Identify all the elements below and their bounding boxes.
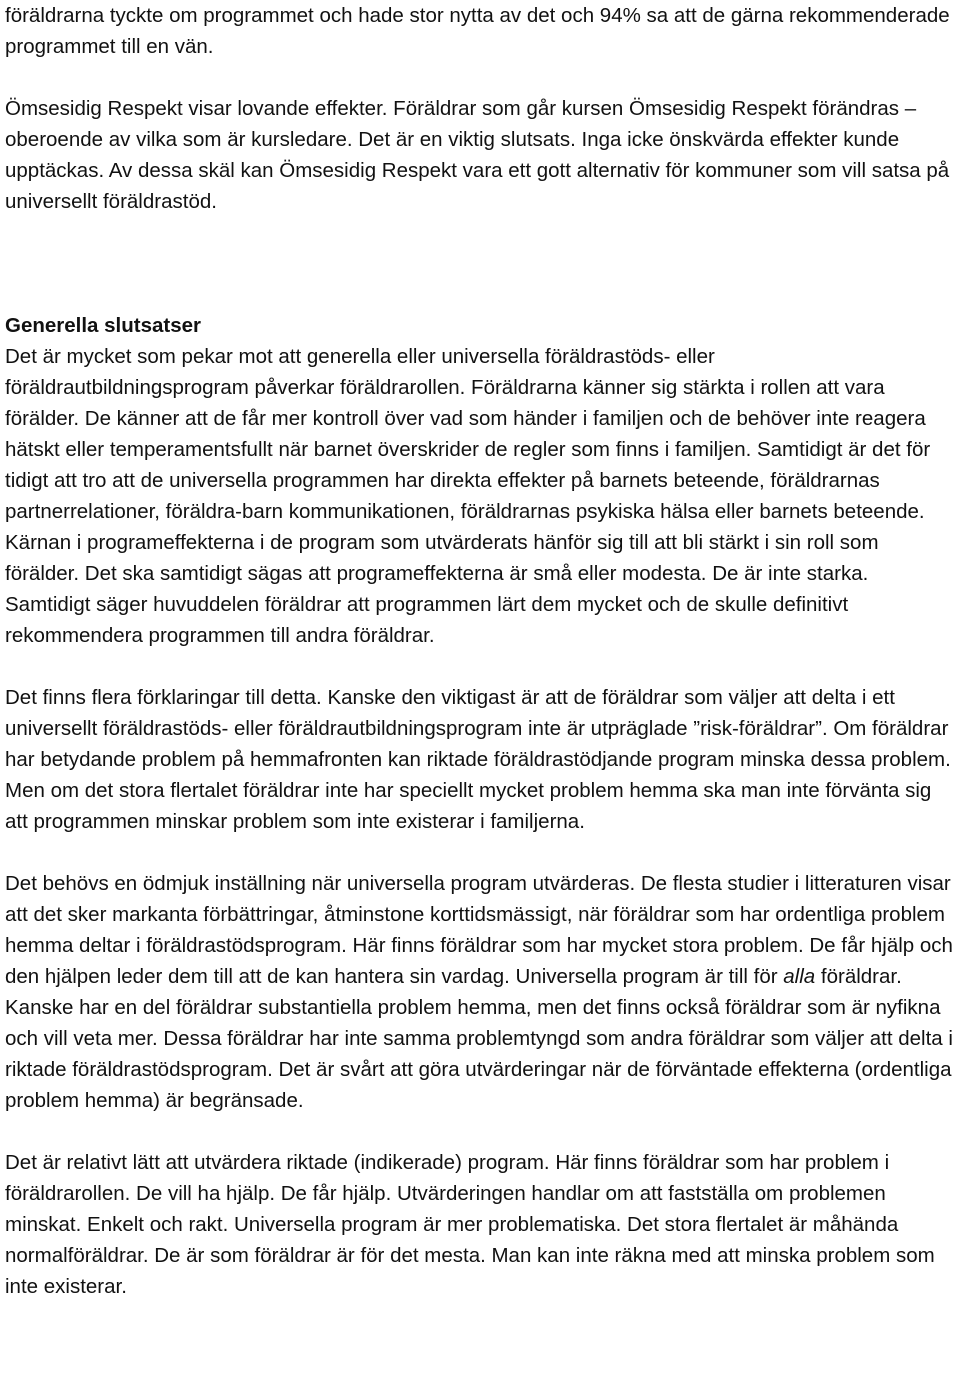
paragraph-spacer [5,62,955,93]
section-paragraph-3-text-a: Det behövs en ödmjuk inställning när universella program utvärderas. De flesta studier i litteraturen visar att det sker markanta förbättringar, åtminstone korttidsmässigt, när föräldrar som har ordentliga problem hemma deltar i föräldrastödsprogram. Här finns föräldrar som har mycket stora problem. De får hjälp och den hjälpen leder dem till att de kan hantera sin vardag. Universella program är till för [5,872,953,988]
intro-paragraph-1: föräldrarna tyckte om programmet och hade stor nytta av det och 94% sa att de gärna rekommenderade programmet till en vän. [5,4,950,58]
section-paragraph-3-emphasis: alla [783,965,816,988]
document-page [5,0,955,1302]
paragraph-spacer [5,837,955,868]
section-paragraph-4: Det är relativt lätt att utvärdera riktade (indikerade) program. Här finns föräldrar som har problem i föräldrarollen. De vill ha hjälp. De får hjälp. Utvärderingen handlar om att fastställa om problemen minskat. Enkelt och rakt. Universella program är mer problematiska. Det stora flertalet är måhända normalföräldrar. De är som föräldrar är för det mesta. Man kan inte räkna med att minska problem som inte existerar. [5,1151,935,1298]
paragraph-spacer [5,651,955,682]
intro-paragraph-2: Ömsesidig Respekt visar lovande effekter. Föräldrar som går kursen Ömsesidig Respekt förändras – oberoende av vilka som är kursledare. Det är en viktig slutsats. Inga icke önskvärda effekter kunde upptäckas. Av dessa skäl kan Ömsesidig Respekt vara ett gott alternativ för kommuner som vill satsa på universellt föräldrastöd. [5,97,950,213]
section-paragraph-3-text-b: föräldrar. Kanske har en del föräldrar substantiella problem hemma, men det finns också föräldrar som är nyfikna och vill veta mer. Dessa föräldrar har inte samma problemtyngd som andra föräldrar som väljer att delta i riktade föräldrastödsprogram. Det är svårt att göra utvärderingar när de förväntade effekterna (ordentliga problem hemma) är begränsade. [5,965,953,1112]
section-paragraph-2: Det finns flera förklaringar till detta. Kanske den viktigast är att de föräldrar som väljer att delta i ett universellt föräldrastöds- eller föräldrautbildningsprogram inte är utpräglade ”risk-föräldrar”. Om föräldrar har betydande problem på hemmafronten kan riktade föräldrastödjande program minska dessa problem. Men om det stora flertalet föräldrar inte har speciellt mycket problem hemma ska man inte förvänta sig att programmen minskar problem som inte existerar i familjerna. [5,686,951,833]
section-paragraph-3 [5,868,955,1116]
section-paragraph-1: Det är mycket som pekar mot att generella eller universella föräldrastöds- eller föräldrautbildningsprogram påverkar föräldrarollen. Föräldrarna känner sig stärkta i rollen att vara förälder. De känner att de får mer kontroll över vad som händer i familjen och de behöver inte reagera hätskt eller temperamentsfullt när barnet överskrider de regler som finns i familjen. Samtidigt är det för tidigt att tro att de universella programmen har direkta effekter på barnets beteende, föräldrarnas partnerrelationer, föräldra-barn kommunikationen, föräldrarnas psykiska hälsa eller barnets beteende. Kärnan i programeffekterna i de program som utvärderats hänför sig till att bli stärkt i sin roll som förälder. Det ska samtidigt sägas att programeffekterna är små eller modesta. De är inte starka. Samtidigt säger huvuddelen föräldrar att programmen lärt dem mycket och de skulle definitivt rekommendera programmen till andra föräldrar. [5,345,931,647]
paragraph-spacer [5,1116,955,1147]
section-heading: Generella slutsatser [5,314,201,337]
section-spacer [5,217,955,279]
